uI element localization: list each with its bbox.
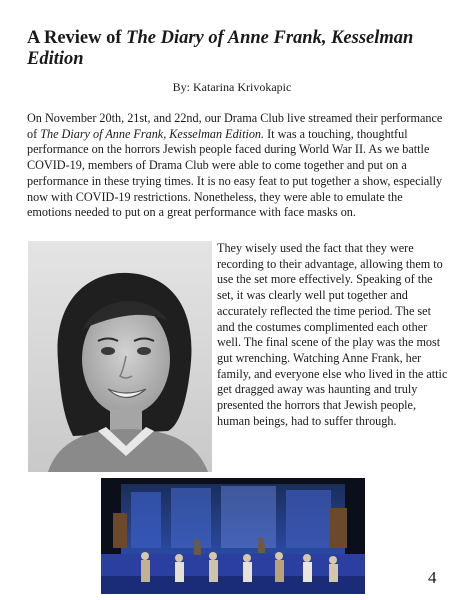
- intro-paragraph: [27, 111, 447, 221]
- intro-text-start: On November 20th, 21st, and 22nd, our Drama Club live streamed their performance of: [27, 111, 443, 141]
- intro-text-end: It was a touching, thoughtful performance on the horrors Jewish people faced during World War II. As we battle COVID-19, members of Drama Club were able to come together and put on a performance in these trying times. It is no easy feat to put together a show, especially now with COVID-19 restrictions. Nonetheless, they were able to emulate the emotions needed to put on a great performance with face masks on.: [27, 126, 443, 220]
- review-paragraph: They wisely used the fact that they were recording to their advantage, allowing them to use the set more effectively. Speaking of the set, it was clearly well put together and accurately reflected the time period. The set and the costumes complimented each other well. The final scene of the play was the most gut wrenching. Watching Anne Frank, her family, and everyone else who lived in the attic get dragged away was haunting and truly presented the horrors that Jewish people, human beings, had to suffer through.: [217, 241, 448, 428]
- article-title: [27, 28, 452, 70]
- page-number: 4: [428, 568, 437, 587]
- byline: By: Katarina Krivokapic: [172, 80, 292, 94]
- title-italic: The Diary of Anne Frank, Kesselman Edition: [27, 28, 414, 69]
- anne-frank-portrait-image: [28, 241, 212, 472]
- title-prefix: A Review of: [27, 28, 127, 48]
- stage-performance-photo: [101, 478, 365, 594]
- play-title-italic: The Diary of Anne Frank, Kesselman Edition.: [40, 126, 265, 141]
